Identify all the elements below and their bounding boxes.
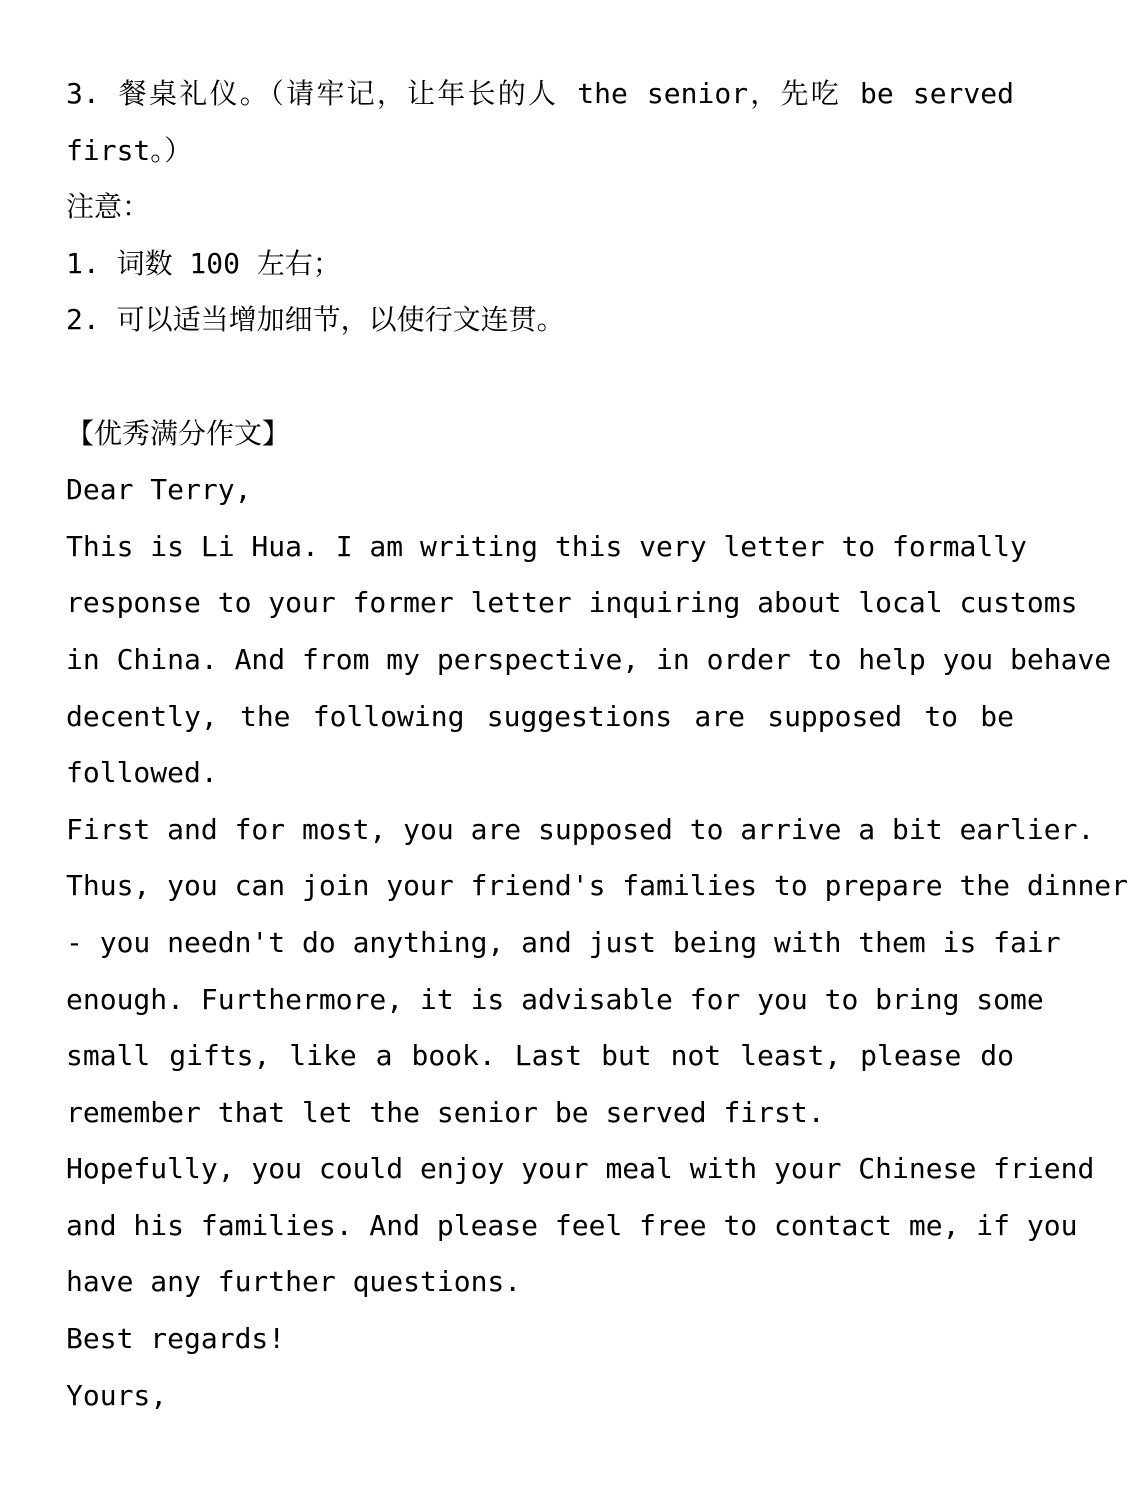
essay-heading: 【优秀满分作文】 xyxy=(66,416,291,450)
document-page xyxy=(66,66,1128,1424)
essay-line: This is Li Hua. I am writing this very letter to formally xyxy=(66,529,1027,563)
salutation: Dear Terry, xyxy=(66,473,252,507)
essay-line: enough. Furthermore, it is advisable for you to bring some xyxy=(66,982,1044,1016)
note-2: 2. 可以适当增加细节，以使行文连贯。 xyxy=(66,303,565,337)
prompt-item-3-line-1: 3. 餐桌礼仪。（请牢记，让年长的人 the senior，先吃 be served xyxy=(66,77,1014,110)
essay-line: - you needn't do anything, and just being with them is fair xyxy=(66,925,1061,959)
essay-line: followed. xyxy=(66,756,218,790)
essay-line: Thus, you can join your friend's families to prepare the dinner xyxy=(66,869,1128,903)
essay-line: in China. And from my perspective, in order to help you behave xyxy=(66,642,1112,676)
spacer xyxy=(66,349,1014,406)
closing: Best regards! xyxy=(66,1322,286,1356)
essay-line: response to your former letter inquiring about local customs xyxy=(66,586,1078,620)
essay-line: small gifts, like a book. Last but not least, please do xyxy=(66,1039,1014,1073)
essay-line: First and for most, you are supposed to arrive a bit earlier. xyxy=(66,812,1095,846)
signoff: Yours, xyxy=(66,1378,168,1412)
essay-line: have any further questions. xyxy=(66,1265,522,1299)
notes-title: 注意： xyxy=(66,190,151,224)
essay-line: decently, the following suggestions are supposed to be xyxy=(66,699,1014,733)
essay-line: and his families. And please feel free to contact me, if you xyxy=(66,1208,1078,1242)
essay-line: Hopefully, you could enjoy your meal with your Chinese friend xyxy=(66,1152,1095,1186)
prompt-item-3-line-2: first。） xyxy=(66,133,193,167)
note-1: 1. 词数 100 左右； xyxy=(66,246,341,280)
essay-line: remember that let the senior be served first. xyxy=(66,1095,825,1129)
